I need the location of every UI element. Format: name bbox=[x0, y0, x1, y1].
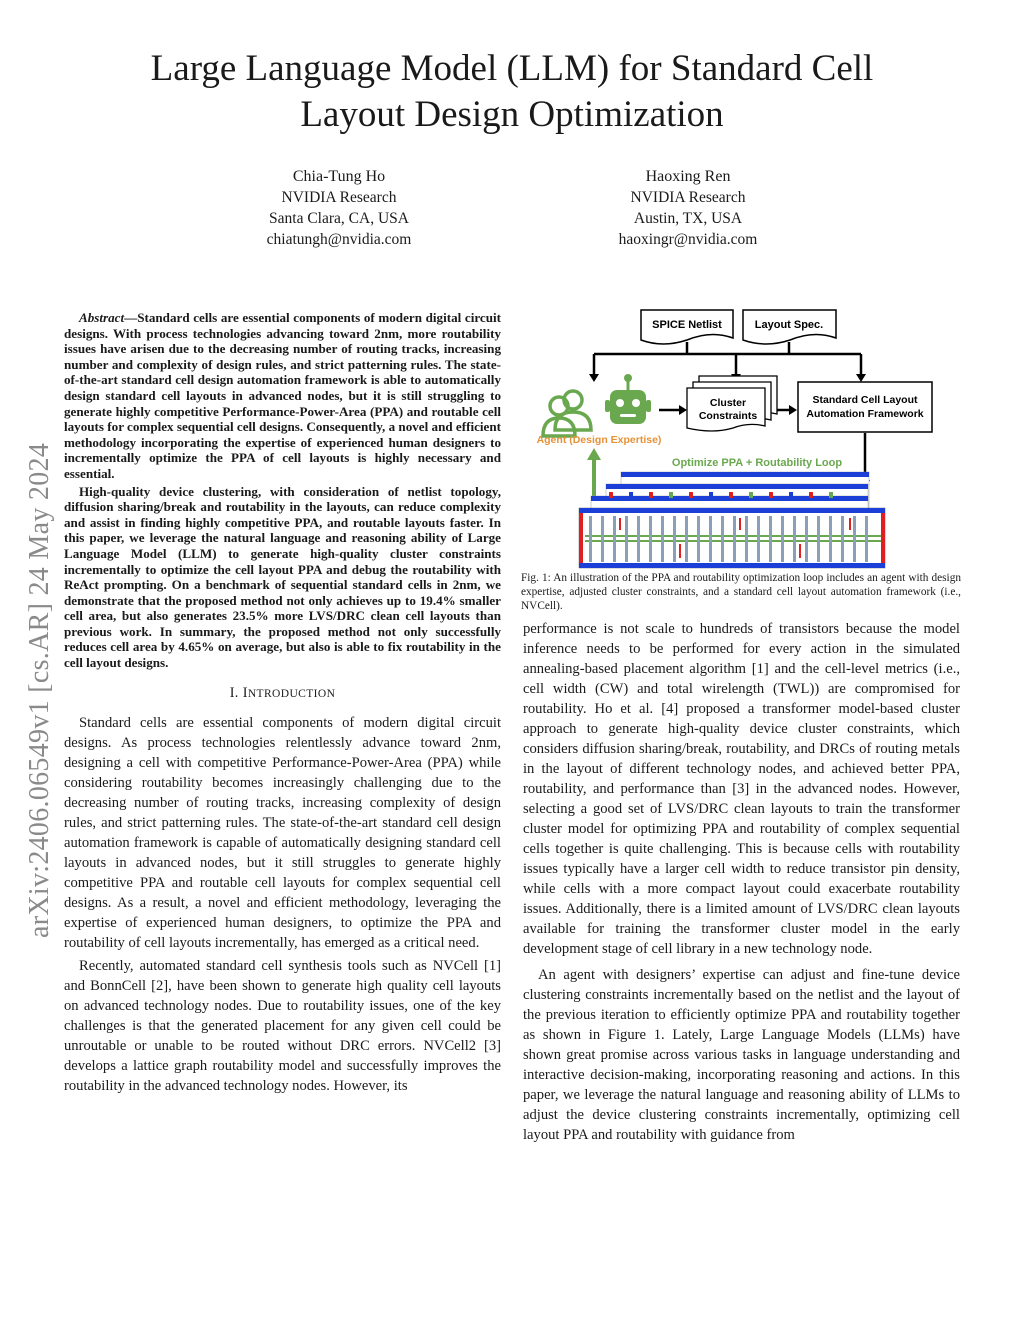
right-column bbox=[523, 619, 960, 1148]
figure-1-caption: Fig. 1: An illustration of the PPA and routability optimization loop includes an agent with design expertise, adjusted cluster constraints, and a standard cell layout automation framework (i.e., NVCell). bbox=[521, 572, 961, 612]
section-title-rest: NTRODUCTION bbox=[247, 687, 336, 700]
author-email: chiatungh@nvidia.com bbox=[266, 231, 412, 248]
spice-netlist-label: SPICE Netlist bbox=[652, 319, 722, 331]
loop-label: Optimize PPA + Routability Loop bbox=[671, 457, 843, 469]
framework-label-line-2: Automation Framework bbox=[806, 408, 924, 420]
arrow-to-framework bbox=[856, 374, 866, 382]
author-affiliation: NVIDIA Research bbox=[630, 189, 746, 206]
arrow-agent-cluster-head bbox=[679, 405, 687, 415]
input-connectors bbox=[594, 342, 861, 374]
intro-paragraph-2: Recently, automated standard cell synthesis tools such as NVCell [1] and BonnCell [2], have been shown to generate high quality cell layouts on advanced technology nodes. Due to routability issues, one of the key challenges is that the generated placement for any given cell could be unroutable or unable to be routed without DRC errors. NVCell2 [3] develops a lattice graph routability model and successfully improves the routability in the advanced technology nodes. However, its bbox=[64, 957, 501, 1094]
author-affiliation: NVIDIA Research bbox=[281, 189, 397, 206]
intro-paragraph-3: performance is not scale to hundreds of transistors because the model inference needs to be performed for every action in the simulated annealing-based placement algorithm [1] and the cell-level metrics (i.e., cell width (CW) and total wirelength (TWL)) are compromised for routability. Ho et al. [4] proposed a transformer model-based cluster approach to generate high-quality device cluster constraints, which considers diffusion sharing/break, routability, and DRCs of routing metals in the layout of different technology nodes, and achieved better PPA, routability, and performance than [3] in the advanced nodes. However, selecting a good set of LVS/DRC clean layouts to train the transformer cluster model for optimizing PPA and routability of complex sequential cells together is quite challenging. This is because cells with routability issues typically have a larger cell width to reduce transistor pin density, while cells with a more compact layout could exacerbate routability issues. Additionally, there is a limited amount of LVS/DRC clean layouts available for training the transformer cluster model in the early development stage of cell library in a new technology node. bbox=[523, 621, 960, 957]
author-location: Santa Clara, CA, USA bbox=[269, 210, 409, 227]
intro-body-left bbox=[64, 713, 501, 1096]
framework-label-line-1: Standard Cell Layout bbox=[812, 394, 918, 406]
robot-icon bbox=[605, 374, 651, 424]
paper-title bbox=[70, 46, 954, 138]
author-block-1 bbox=[189, 166, 489, 250]
front-layout bbox=[579, 508, 885, 568]
author-block-2 bbox=[538, 166, 838, 250]
cluster-label-line-1: Cluster bbox=[709, 397, 747, 409]
cluster-label-line-2: Constraints bbox=[698, 410, 758, 422]
section-title-first: I bbox=[242, 684, 248, 701]
layout-spec-label: Layout Spec. bbox=[754, 319, 824, 331]
arxiv-stamp: arXiv:2406.06549v1 [cs.AR] 24 May 2024 bbox=[24, 442, 55, 938]
arrow-to-agent bbox=[589, 374, 599, 382]
abstract-text-1: —Standard cells are essential components of modern digital circuit designs. With process technologies advancing toward 2nm, more routability issues have arisen due to the decreasing number of routing tracks, increasing number and complexity of design rules, and strict patterning rules. The state-of-the-art standard cell design automation framework is able to automatically design standard cell layouts in advanced nodes, but it is still struggling to generate highly competitive Performance-Power-Area (PPA) and routable cell layouts for complex sequential cell designs. Consequently, a novel and efficient methodology incorporating the expertise of experienced human designers to incrementally optimize the PPA of cell layouts is highly necessary and essential. bbox=[64, 310, 501, 481]
arrow-cluster-framework-head bbox=[789, 405, 797, 415]
author-name: Chia-Tung Ho bbox=[292, 168, 386, 185]
layout-stack bbox=[579, 472, 885, 568]
title-line-1: Large Language Model (LLM) for Standard Cell bbox=[150, 48, 874, 89]
intro-paragraph-1: Standard cells are essential components of modern digital circuit designs. As process technologies relentlessly advance toward 2nm, designing a cell with competitive Performance-Power-Area (PPA) while considering routability becomes increasingly challenging due to the decreasing number of routing tracks, increasing complexity of design rules, and strict patterning rules. The state-of-the-art standard cell design automation framework is capable of automatically designing standard cell layouts in advanced nodes, but it still struggles to generate highly competitive PPA and routable cell layouts for complex sequential cell designs. As a result, a novel and efficient methodology, leveraging the expertise of experienced human designers, to optimize the PPA and routability of cell layouts incrementally, has emerged as a critical need. bbox=[64, 714, 501, 951]
intro-paragraph-4: An agent with designers’ expertise can adjust and fine-tune device clustering constraints incrementally based on the netlist and the layout of the previous iteration to efficiently optimize PPA and routability together as shown in Figure 1. Lately, Large Language Models (LLMs) have shown great promise across various tasks in language understanding and interactive decision-making, incorporating reasoning and actions. In this paper, we leverage the natural language and reasoning ability of LLMs to adjust the device clustering constraints incrementally, optimizing cell layout PPA and routability with guidance from bbox=[523, 967, 960, 1143]
abstract-paragraph-1 bbox=[64, 310, 501, 482]
abstract-label: Abstract bbox=[79, 310, 125, 325]
abstract-paragraph-2: High-quality device clustering, with consideration of netlist topology, diffusion sharing/break and routability in the layouts, can reduce complexity and assist in finding highly competitive PPA, and routable layouts faster. In this paper, we leverage the natural language and reasoning ability of Large Language Model (LLM) to generate high-quality cluster constraints incrementally to optimize the cell layout PPA and debug the routability with ReAct prompting. On a benchmark of sequential standard cells in 2nm, we demonstrate that the proposed method not only achieves up to 19.4% smaller cell area, but also generates 23.5% more LVS/DRC clean cell layouts than previous work. In summary, the proposed method not only successfully reduces cell area by 4.65% on average, but also is able to fix routability in the cell layout designs. bbox=[64, 483, 501, 671]
section-heading bbox=[64, 683, 501, 704]
author-name: Haoxing Ren bbox=[645, 168, 731, 185]
figure-1 bbox=[521, 302, 961, 570]
section-number: I. bbox=[229, 684, 239, 701]
title-line-2: Layout Design Optimization bbox=[300, 94, 724, 135]
loop-arrow-head bbox=[587, 448, 601, 460]
left-column bbox=[64, 310, 501, 1099]
abstract bbox=[64, 310, 501, 671]
agent-label: Agent (Design Expertise) bbox=[536, 434, 662, 446]
author-email: haoxingr@nvidia.com bbox=[618, 231, 758, 248]
designer-people-icon bbox=[543, 391, 591, 436]
author-location: Austin, TX, USA bbox=[633, 210, 743, 227]
framework-box bbox=[798, 382, 932, 432]
